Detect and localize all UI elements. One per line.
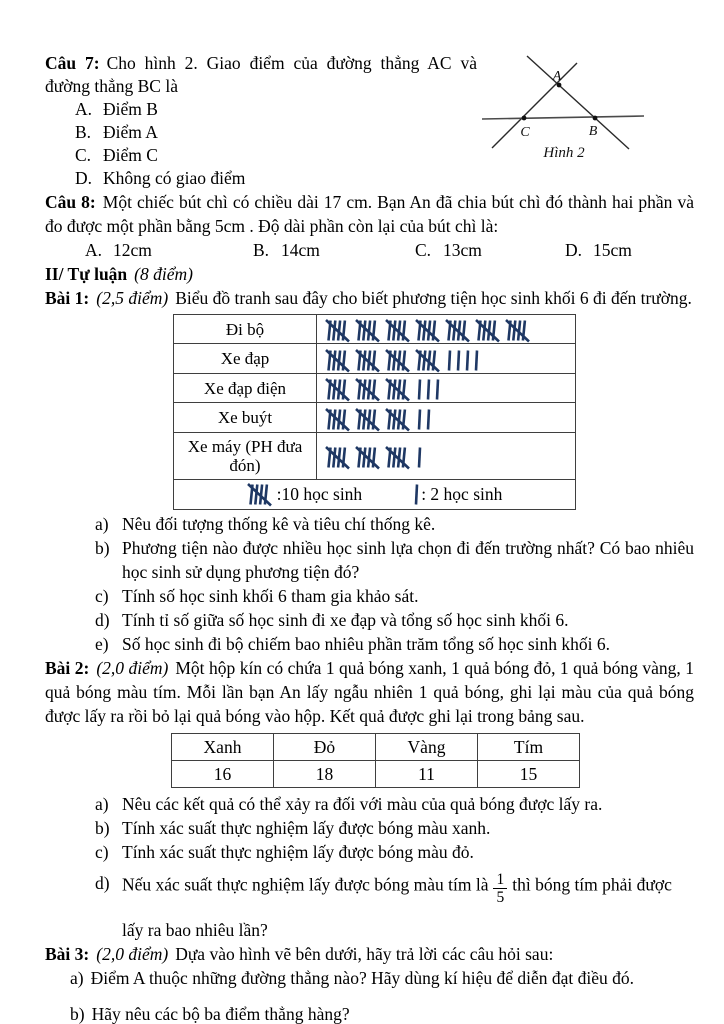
item-text: Điểm A thuộc những đường thẳng nào? Hãy dùng kí hiệu để diễn đạt điều đó. xyxy=(90,968,635,989)
table-header-cell: Xanh xyxy=(172,733,274,760)
tally-five-icon xyxy=(505,318,530,343)
question-key: a) xyxy=(95,513,109,534)
cau8-option-A xyxy=(85,238,253,262)
table-value-cell: 18 xyxy=(274,760,376,787)
tally-five-icon xyxy=(355,407,380,432)
bai2-text: Một hộp kín có chứa 1 quả bóng xanh, 1 quả bóng đỏ, 1 quả bóng vàng, 1 quả bóng màu tím. Mỗi lần bạn An lấy ngẫu nhiên 1 quả bóng, ghi lại màu của quả bóng được lấy ra rồi bỏ lại quả bóng vào hộp. Kết quả được ghi lại trong bảng sau. xyxy=(45,657,694,726)
bai2-points: (2,0 điểm) xyxy=(96,657,169,678)
bai2-result-table xyxy=(171,733,580,788)
tally-one-icon xyxy=(424,407,433,432)
bai2-table-header-row xyxy=(172,733,580,760)
tally-five-icon xyxy=(385,445,410,470)
tally-five-icon xyxy=(445,318,470,343)
option-key: B. xyxy=(75,122,92,142)
bai1-label: Bài 1: xyxy=(45,288,90,308)
row-label: Xe đạp xyxy=(174,344,317,373)
bai2-table-value-row xyxy=(172,760,580,787)
row-label: Xe đạp điện xyxy=(174,373,317,402)
tally-five-icon xyxy=(355,445,380,470)
table-value-cell: 16 xyxy=(172,760,274,787)
tally-five-icon xyxy=(385,348,410,373)
row-tally-marks xyxy=(317,432,576,479)
cau7-label: Câu 7: xyxy=(45,53,100,73)
bai2-label: Bài 2: xyxy=(45,657,90,678)
legend-item xyxy=(247,482,363,507)
option-text: Điểm B xyxy=(103,99,158,119)
tally-one-icon xyxy=(454,348,463,373)
tally-one-icon xyxy=(412,482,421,507)
question-item xyxy=(95,584,694,608)
question-key: c) xyxy=(95,841,109,862)
option-text: 15cm xyxy=(593,240,632,260)
bai2-questions xyxy=(95,792,694,864)
cau7-question xyxy=(45,52,477,98)
question-text: Nêu đối tượng thống kê và tiêu chí thống kê. xyxy=(122,513,436,534)
tally-one-icon xyxy=(415,377,424,402)
option-text: Điểm C xyxy=(103,145,158,165)
question-item xyxy=(95,536,694,584)
question-item xyxy=(95,840,694,864)
tally-row xyxy=(174,432,576,479)
bai1-heading xyxy=(45,286,694,310)
row-label: Xe máy (PH đưa đón) xyxy=(174,432,317,479)
tally-five-icon xyxy=(325,445,350,470)
row-tally-marks xyxy=(317,344,576,373)
cau7-option-D xyxy=(75,167,694,190)
question-text: Tính xác suất thực nghiệm lấy được bóng màu đỏ. xyxy=(122,841,474,862)
question-item xyxy=(95,632,694,656)
cau8-label: Câu 8: xyxy=(45,192,96,212)
tally-five-icon xyxy=(325,318,350,343)
row-tally-marks xyxy=(317,373,576,402)
question-key: e) xyxy=(95,633,109,654)
tally-row xyxy=(174,344,576,373)
question-key: c) xyxy=(95,585,109,606)
section2-points: (8 điểm) xyxy=(134,264,193,284)
option-key: C. xyxy=(415,240,432,260)
point-B xyxy=(593,116,598,121)
legend-text: :10 học sinh xyxy=(276,484,363,505)
legend-item xyxy=(412,482,502,507)
section2-label: II/ Tự luận xyxy=(45,264,128,284)
bai3-item-b xyxy=(70,1002,694,1024)
question-item xyxy=(95,608,694,632)
cau8-option-C xyxy=(415,238,565,262)
option-key: A. xyxy=(75,99,93,119)
question-d-before: Nếu xác suất thực nghiệm lấy được bóng màu tím là xyxy=(122,874,489,895)
bai1-points: (2,5 điểm) xyxy=(96,288,169,308)
tally-row xyxy=(174,403,576,432)
section2-heading xyxy=(45,262,694,286)
question-item xyxy=(95,512,694,536)
question-text: Phương tiện nào được nhiều học sinh lựa chọn đi đến trường nhất? Có bao nhiêu học sinh sử dụng phương tiện đó? xyxy=(122,537,694,582)
item-text: Hãy nêu các bộ ba điểm thẳng hàng? xyxy=(91,1004,350,1024)
table-header-cell: Vàng xyxy=(376,733,478,760)
tally-one-icon xyxy=(424,377,433,402)
tally-one-icon xyxy=(472,348,481,373)
question-d-line2: lấy ra bao nhiêu lần? xyxy=(122,920,268,941)
bai3-item-a xyxy=(70,966,694,990)
option-text: Điểm A xyxy=(103,122,158,142)
question-item xyxy=(95,816,694,840)
tally-five-icon xyxy=(355,318,380,343)
bai3-points: (2,0 điểm) xyxy=(96,944,169,965)
question-text: Tính tỉ số giữa số học sinh đi xe đạp và tổng số học sinh khối 6. xyxy=(122,609,569,630)
tally-one-icon xyxy=(463,348,472,373)
option-text: 12cm xyxy=(113,240,152,260)
tally-legend-row xyxy=(174,479,576,509)
bai3-text: Dựa vào hình vẽ bên dưới, hãy trả lời các câu hỏi sau: xyxy=(175,944,554,965)
fraction-denominator: 5 xyxy=(493,888,507,906)
hinh2-figure xyxy=(462,50,672,170)
option-text: 13cm xyxy=(443,240,482,260)
bai2-heading xyxy=(45,656,694,728)
item-key: a) xyxy=(70,968,84,989)
line-AB xyxy=(527,56,629,149)
bai1-text: Biểu đồ tranh sau đây cho biết phương tiện học sinh khối 6 đi đến trường. xyxy=(175,288,692,308)
table-header-cell: Tím xyxy=(478,733,580,760)
question-key: b) xyxy=(95,817,110,838)
tally-five-icon xyxy=(385,318,410,343)
option-text: Không có giao điểm xyxy=(103,168,246,188)
bai1-pictogram-table xyxy=(173,314,576,510)
tally-five-icon xyxy=(325,348,350,373)
bai3-heading xyxy=(45,942,694,966)
option-text: 14cm xyxy=(281,240,320,260)
label-B: B xyxy=(588,124,598,139)
cau7-text: Cho hình 2. Giao điểm của đường thẳng AC và đường thẳng BC là xyxy=(45,53,478,96)
cau8-options xyxy=(45,238,694,262)
cau8-option-B xyxy=(253,238,415,262)
point-C xyxy=(522,116,527,121)
item-key: b) xyxy=(70,1004,85,1024)
question-text: Số học sinh đi bộ chiếm bao nhiêu phần trăm tổng số học sinh khối 6. xyxy=(122,633,611,654)
question-text: Nêu các kết quả có thể xảy ra đối với màu của quả bóng được lấy ra. xyxy=(122,793,603,814)
tally-row xyxy=(174,315,576,344)
option-key: D. xyxy=(75,168,93,188)
option-key: A. xyxy=(85,240,103,260)
tally-five-icon xyxy=(355,348,380,373)
cau8-text: Một chiếc bút chì có chiều dài 17 cm. Bạn An đã chia bút chì đó thành hai phần và đo được một phần bằng 5cm . Độ dài phần còn lại của bút chì là: xyxy=(45,192,695,236)
table-value-cell: 11 xyxy=(376,760,478,787)
tally-five-icon xyxy=(475,318,500,343)
tally-one-icon xyxy=(415,445,424,470)
figure-caption: Hình 2 xyxy=(543,145,585,161)
tally-one-icon xyxy=(445,348,454,373)
tally-row xyxy=(174,373,576,402)
line-CB xyxy=(482,116,644,119)
question-text xyxy=(122,871,694,942)
legend xyxy=(178,482,571,507)
question-text: Tính số học sinh khối 6 tham gia khảo sát. xyxy=(122,585,419,606)
legend-cell xyxy=(174,479,576,509)
fraction-numerator: 1 xyxy=(496,870,505,888)
row-label: Xe buýt xyxy=(174,403,317,432)
tally-one-icon xyxy=(433,377,442,402)
tally-one-icon xyxy=(415,407,424,432)
row-label: Đi bộ xyxy=(174,315,317,344)
cau8-question xyxy=(45,190,694,238)
cau8-option-D xyxy=(565,238,694,262)
fraction-one-fifth xyxy=(493,871,507,906)
question-key: d) xyxy=(95,609,110,630)
cau8-block xyxy=(45,190,694,262)
row-tally-marks xyxy=(317,315,576,344)
question-key: b) xyxy=(95,537,110,558)
option-key: D. xyxy=(565,240,583,260)
tally-five-icon xyxy=(415,318,440,343)
table-header-cell: Đỏ xyxy=(274,733,376,760)
bai1-questions xyxy=(95,512,694,656)
option-key: B. xyxy=(253,240,270,260)
label-A: A xyxy=(552,69,562,84)
row-tally-marks xyxy=(317,403,576,432)
question-text: Tính xác suất thực nghiệm lấy được bóng màu xanh. xyxy=(122,817,491,838)
table-value-cell: 15 xyxy=(478,760,580,787)
question-d-after: thì bóng tím phải được xyxy=(512,874,672,895)
tally-five-icon xyxy=(325,377,350,402)
question-key: d) xyxy=(95,872,110,893)
question-key: a) xyxy=(95,793,109,814)
label-C: C xyxy=(520,125,530,140)
question-item xyxy=(95,792,694,816)
tally-five-icon xyxy=(247,482,272,507)
tally-five-icon xyxy=(325,407,350,432)
tally-five-icon xyxy=(355,377,380,402)
bai3-label: Bài 3: xyxy=(45,944,90,965)
tally-five-icon xyxy=(385,407,410,432)
option-key: C. xyxy=(75,145,92,165)
line-CA xyxy=(492,63,577,148)
tally-five-icon xyxy=(415,348,440,373)
bai2-question-d xyxy=(95,871,694,942)
legend-text: : 2 học sinh xyxy=(421,484,503,505)
tally-five-icon xyxy=(385,377,410,402)
